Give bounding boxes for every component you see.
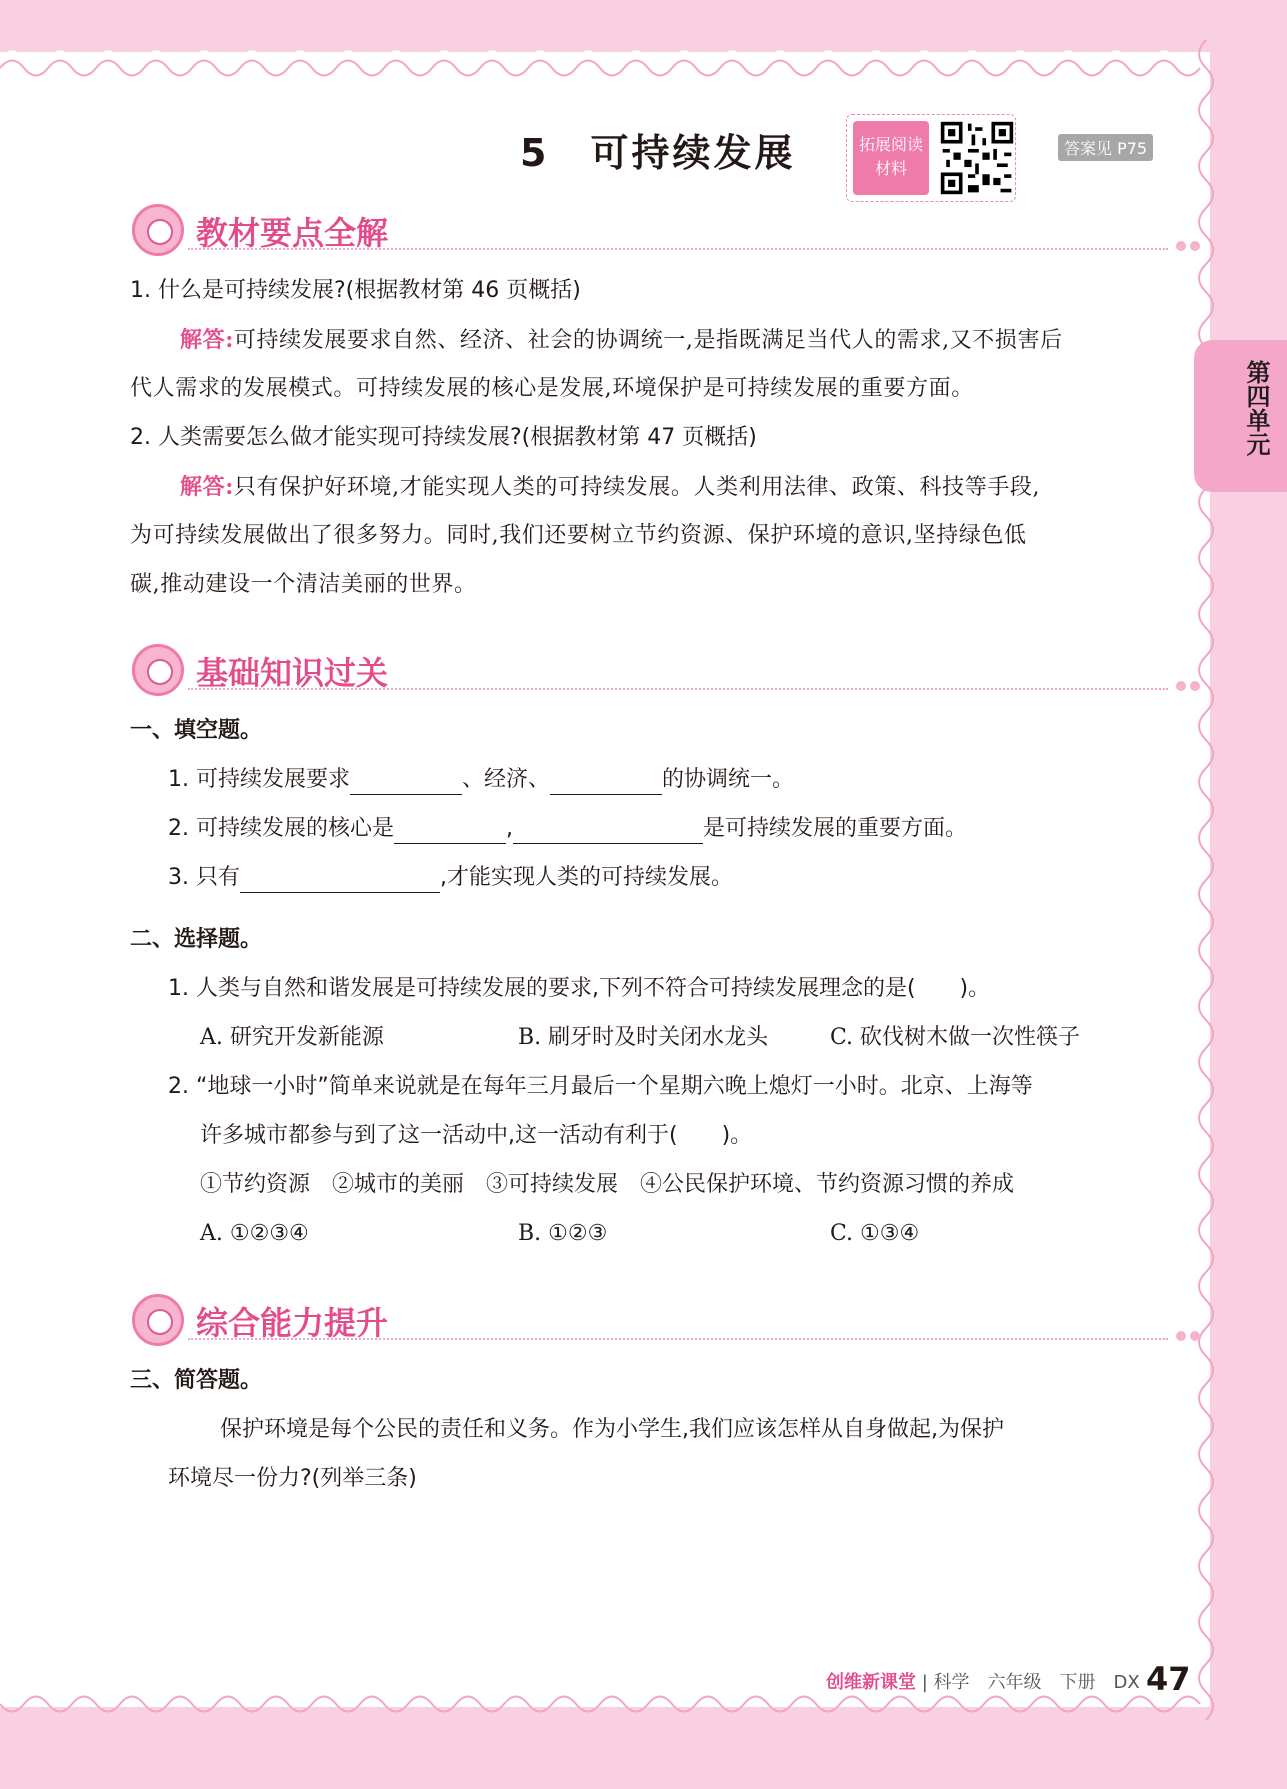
fill-question-2	[168, 814, 967, 844]
fill-in-heading: 一、填空题。	[130, 718, 263, 743]
question-text: 2. 人类需要怎么做才能实现可持续发展?(根据教材第 47 页概括)	[130, 425, 757, 450]
section-header-ability	[128, 1290, 1208, 1350]
page-number: 47	[1146, 1660, 1191, 1698]
option-b[interactable]: B. ①②③	[518, 1221, 608, 1246]
fill-question-1	[168, 765, 794, 795]
choice-items: ①节约资源 ②城市的美丽 ③可持续发展 ④公民保护环境、节约资源习惯的养成	[200, 1172, 1015, 1197]
option-a[interactable]: A. 研究开发新能源	[200, 1025, 384, 1050]
answer-text: 碳,推动建设一个清洁美丽的世界。	[130, 572, 477, 597]
unit-label: 第四单元	[1242, 360, 1270, 456]
short-answer-question-cont: 环境尽一份力?(列举三条)	[168, 1466, 417, 1491]
short-answer-heading: 三、简答题。	[130, 1368, 263, 1393]
answer-text: 只有保护好环境,才能实现人类的可持续发展。人类利用法律、政策、科技等手段,	[233, 475, 1041, 500]
section-header-textbook-points	[128, 200, 1208, 260]
answer-text: 代人需求的发展模式。可持续发展的核心是发展,环境保护是可持续发展的重要方面。	[130, 376, 974, 401]
option-a[interactable]: A. ①②③④	[200, 1221, 309, 1246]
fill-question-3	[168, 863, 733, 893]
footer-brand: 创维新课堂	[826, 1672, 916, 1693]
dotted-divider	[188, 1338, 1168, 1340]
page-footer	[826, 1668, 1140, 1694]
wave-border-right	[1186, 40, 1226, 1730]
dotted-divider	[188, 688, 1168, 690]
option-b[interactable]: B. 刷牙时及时关闭水龙头	[518, 1025, 769, 1050]
qr-label	[853, 121, 929, 195]
question-text: 、经济、	[461, 767, 550, 792]
section-title: 教材要点全解	[196, 214, 389, 252]
page-title: 5 可持续发展	[520, 131, 796, 175]
qr-reading-box[interactable]	[846, 114, 1016, 202]
answer-blank[interactable]	[550, 772, 662, 795]
decorative-dots-icon	[1172, 1326, 1200, 1345]
qr-label-line2: 材料	[874, 159, 907, 178]
answer-blank[interactable]	[513, 821, 703, 844]
answer-line	[180, 325, 1063, 356]
qr-code-icon[interactable]	[939, 119, 1015, 197]
answer-blank[interactable]	[350, 772, 462, 795]
choice-question-1: 1. 人类与自然和谐发展是可持续发展的要求,下列不符合可持续发展理念的是( )。	[168, 976, 991, 1001]
section-title: 综合能力提升	[196, 1304, 389, 1342]
answer-text: 可持续发展要求自然、经济、社会的协调统一,是指既满足当代人的需求,又不损害后	[233, 328, 1063, 353]
cartoon-mascot-icon	[132, 644, 184, 696]
answer-line	[180, 472, 1040, 503]
answer-reference-badge: 答案见 P75	[1058, 134, 1153, 161]
question-text: ,	[505, 816, 513, 841]
dotted-divider	[188, 248, 1168, 250]
question-text: ,才能实现人类的可持续发展。	[439, 865, 733, 890]
answer-label: 解答:	[180, 474, 234, 500]
choice-question-2-cont: 许多城市都参与到了这一活动中,这一活动有利于( )。	[200, 1123, 753, 1148]
question-text: 是可持续发展的重要方面。	[702, 816, 967, 841]
choice-heading: 二、选择题。	[130, 927, 263, 952]
question-text: 2. 可持续发展的核心是	[168, 816, 394, 841]
cartoon-mascot-icon	[132, 204, 184, 256]
question-text: 的协调统一。	[662, 767, 795, 792]
section-header-basic-knowledge	[128, 640, 1208, 700]
answer-label: 解答:	[180, 327, 234, 353]
question-text: 1. 可持续发展要求	[168, 767, 350, 792]
answer-blank[interactable]	[240, 870, 440, 893]
answer-blank[interactable]	[394, 821, 506, 844]
answer-text: 为可持续发展做出了很多努力。同时,我们还要树立节约资源、保护环境的意识,坚持绿色低	[130, 523, 1027, 548]
qr-label-line1: 拓展阅读	[858, 135, 923, 154]
choice-question-2: 2. “地球一小时”简单来说就是在每年三月最后一个星期六晚上熄灯一小时。北京、上海等	[168, 1074, 1033, 1099]
wave-border-top	[0, 40, 1210, 80]
footer-info: | 科学 六年级 下册 DX	[921, 1672, 1140, 1693]
short-answer-question: 保护环境是每个公民的责任和义务。作为小学生,我们应该怎样从自身做起,为保护	[220, 1417, 1004, 1442]
decorative-dots-icon	[1172, 236, 1200, 255]
option-c[interactable]: C. 砍伐树木做一次性筷子	[830, 1025, 1081, 1050]
question-text: 1. 什么是可持续发展?(根据教材第 46 页概括)	[130, 278, 581, 303]
question-text: 3. 只有	[168, 865, 240, 890]
decorative-dots-icon	[1172, 676, 1200, 695]
unit-side-tab	[1194, 340, 1287, 492]
wave-border-bottom	[0, 1690, 1210, 1730]
option-c[interactable]: C. ①③④	[830, 1221, 920, 1246]
cartoon-mascot-icon	[132, 1294, 184, 1346]
section-title: 基础知识过关	[196, 654, 389, 692]
